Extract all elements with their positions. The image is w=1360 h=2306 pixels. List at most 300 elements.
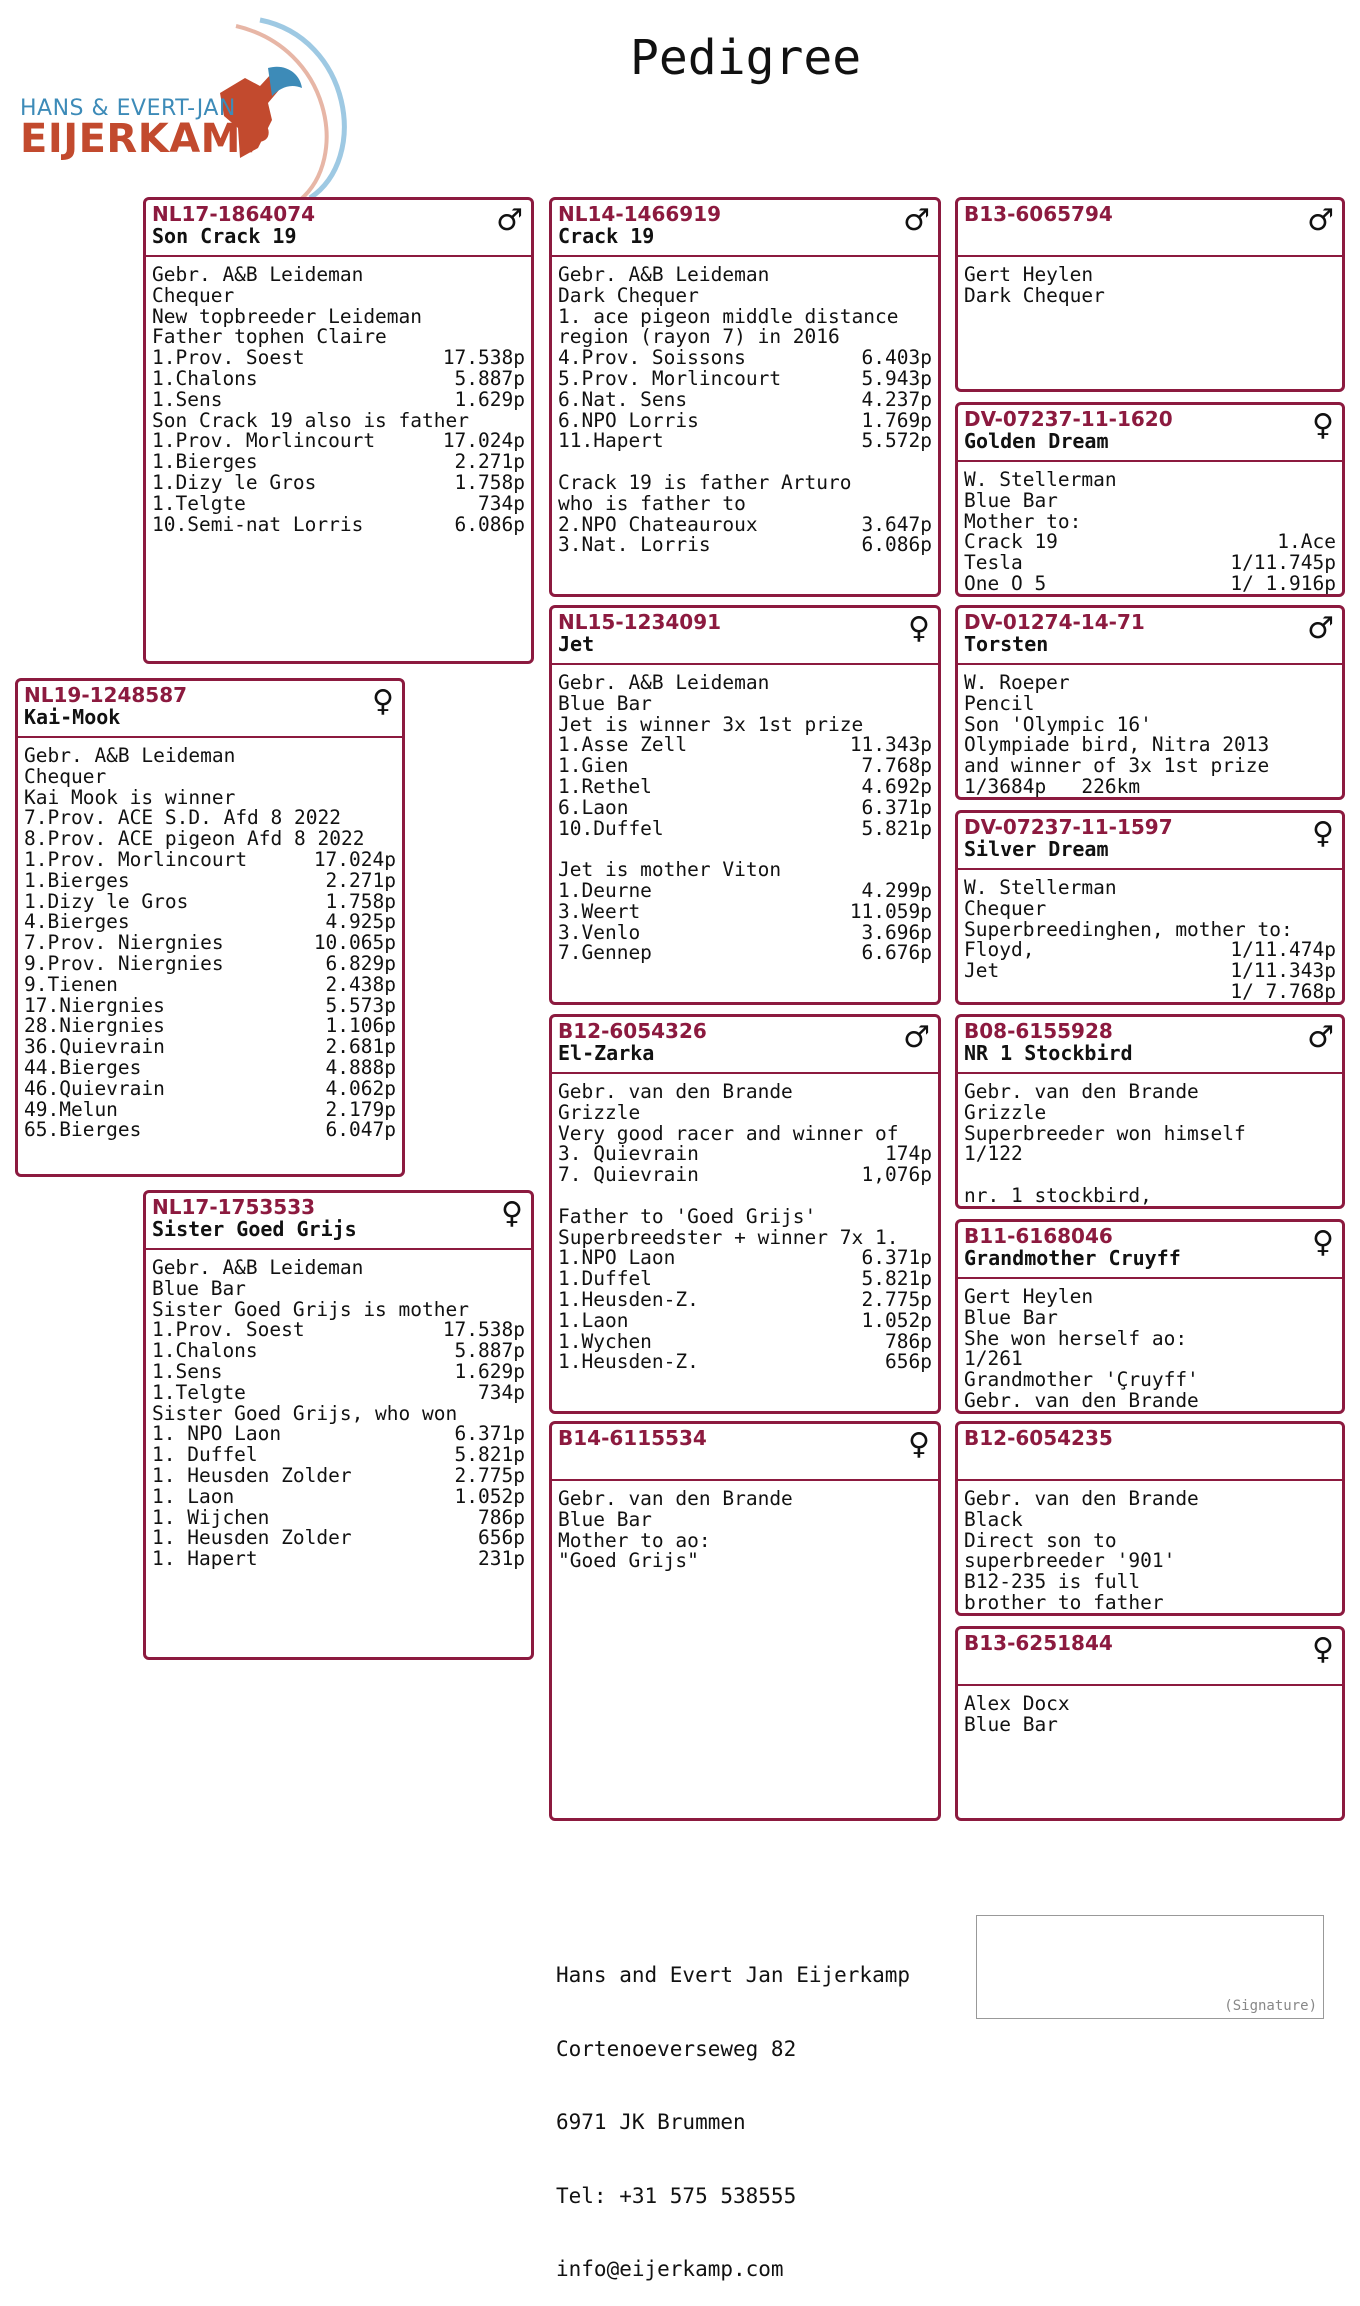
pedigree-card-ancestor — [955, 1014, 1345, 1209]
line-text: Sister Goed Grijs, who won — [152, 1403, 458, 1425]
line-text: 36.Quievrain — [24, 1037, 165, 1058]
card-line — [558, 1489, 932, 1510]
ring-number: B11-6168046 — [964, 1224, 1113, 1248]
card-body — [552, 1074, 938, 1373]
card-line — [558, 473, 932, 494]
line-text: Very good racer and winner of — [558, 1123, 899, 1145]
line-text: Blue Bar — [152, 1278, 246, 1300]
card-line — [558, 452, 932, 473]
card-line — [964, 1349, 1336, 1370]
card-line — [558, 715, 932, 736]
line-text: Crack 19 — [964, 532, 1058, 554]
card-line — [558, 819, 932, 840]
pedigree-card-ancestor — [955, 810, 1345, 1005]
prize-count: 1.758p — [325, 891, 396, 913]
card-line — [964, 1103, 1336, 1124]
card-line — [152, 1549, 525, 1570]
card-line — [558, 777, 932, 798]
card-header — [958, 405, 1342, 462]
prize-count: 2.775p — [861, 1289, 932, 1311]
card-line — [558, 286, 932, 307]
card-header — [552, 200, 938, 257]
card-line — [964, 1551, 1336, 1572]
pedigree-card-ancestor — [955, 402, 1345, 597]
card-line — [152, 1320, 525, 1341]
card-line — [964, 1287, 1336, 1308]
pigeon-name: Torsten — [964, 632, 1049, 656]
pedigree-card-subject — [143, 197, 534, 664]
prize-count: 1/11.474p — [1230, 940, 1336, 962]
card-line — [964, 470, 1336, 491]
ring-number: B12-6054235 — [964, 1426, 1113, 1450]
card-line — [558, 411, 932, 432]
line-text: New topbreeder Leideman — [152, 306, 423, 328]
card-line — [964, 1186, 1336, 1207]
card-line — [152, 348, 525, 369]
prize-count: 734p — [478, 1382, 525, 1404]
footer-line: Tel: +31 575 538555 — [556, 2183, 797, 2208]
card-line — [558, 431, 932, 452]
card-body — [146, 257, 531, 535]
line-text: Chequer — [152, 285, 235, 307]
card-line — [24, 871, 396, 892]
line-text: Floyd, — [964, 940, 1035, 962]
line-text: 1.Telgte — [152, 1382, 246, 1404]
line-text: 1.Laon — [558, 1310, 629, 1332]
card-line — [558, 1332, 932, 1353]
card-line — [964, 1489, 1336, 1510]
line-text: 6.NPO Lorris — [558, 410, 699, 432]
card-line — [558, 860, 932, 881]
line-text: superbreeder '901' — [964, 1551, 1176, 1573]
prize-count: 5.821p — [861, 818, 932, 840]
card-line — [558, 1248, 932, 1269]
card-line — [558, 943, 932, 964]
line-text: Gebr. van den Brande — [964, 1390, 1199, 1412]
prize-count: 734p — [478, 493, 525, 515]
card-line — [558, 1551, 932, 1572]
card-line — [964, 1572, 1336, 1593]
pigeon-name: El-Zarka — [558, 1041, 655, 1065]
line-text: 5.Prov. Morlincourt — [558, 368, 782, 390]
card-line — [558, 1165, 932, 1186]
card-line — [558, 307, 932, 328]
prize-count: 5.821p — [454, 1445, 525, 1466]
female-sex-icon: ♀ — [908, 1427, 930, 1462]
ring-number: DV-07237-11-1620 — [964, 407, 1173, 431]
male-sex-icon: ♂ — [903, 1020, 930, 1055]
card-line — [558, 327, 932, 348]
line-text: Son 'Olympic 16' — [964, 714, 1152, 736]
line-text: Father to 'Goed Grijs' — [558, 1206, 817, 1228]
card-line — [964, 777, 1336, 798]
card-body — [958, 1686, 1342, 1736]
card-line — [964, 694, 1336, 715]
line-text: One O 5 — [964, 573, 1047, 595]
card-line — [152, 1404, 525, 1425]
line-text: 3.Venlo — [558, 922, 641, 944]
card-line — [152, 1362, 525, 1383]
card-line — [964, 532, 1336, 553]
ring-number: NL15-1234091 — [558, 610, 722, 634]
card-body — [958, 1279, 1342, 1412]
line-text: 1.Gien — [558, 756, 629, 777]
line-text: Direct son to — [964, 1530, 1117, 1552]
line-text: Gebr. van den Brande — [558, 1489, 793, 1510]
prize-count: 6.047p — [325, 1120, 396, 1142]
line-text: 11.Hapert — [558, 431, 664, 453]
card-line — [152, 411, 525, 432]
card-header — [958, 813, 1342, 870]
line-text: 6.Laon — [558, 797, 629, 819]
card-line — [152, 1508, 525, 1529]
line-text: 1/261 — [964, 1349, 1023, 1371]
card-line — [24, 788, 396, 809]
line-text: She won herself ao: — [964, 1328, 1188, 1350]
line-text: Tesla — [964, 553, 1023, 574]
card-header — [146, 200, 531, 257]
card-header — [958, 608, 1342, 665]
line-text: 1.Heusden-Z. — [558, 1289, 699, 1311]
line-text: Blue Bar — [964, 1714, 1058, 1736]
line-text: 1.Prov. Morlincourt — [152, 431, 376, 453]
card-header — [958, 1017, 1342, 1074]
line-text: 7.Prov. Niergnies — [24, 933, 224, 954]
card-line — [964, 1124, 1336, 1145]
female-sex-icon: ♀ — [1312, 816, 1334, 851]
card-line — [964, 286, 1336, 307]
prize-count: 656p — [478, 1528, 525, 1550]
card-line — [24, 1100, 396, 1121]
card-body — [958, 462, 1342, 595]
card-line — [964, 512, 1336, 533]
card-line — [24, 912, 396, 933]
line-text: 10.Duffel — [558, 818, 664, 840]
line-text: nr. 1 stockbird, — [964, 1185, 1152, 1207]
card-line — [558, 1352, 932, 1373]
card-line — [964, 1531, 1336, 1552]
pedigree-card-ancestor — [955, 1626, 1345, 1821]
card-line — [558, 1082, 932, 1103]
prize-count: 786p — [478, 1507, 525, 1529]
line-text: who is father to — [558, 493, 746, 515]
card-header — [552, 1424, 938, 1481]
card-line — [558, 1186, 932, 1207]
card-header — [958, 200, 1342, 257]
card-line — [152, 369, 525, 390]
prize-count: 10.065p — [313, 933, 396, 954]
line-text: B12-235 is full — [964, 1572, 1141, 1593]
line-text: 3. Quievrain — [558, 1144, 699, 1166]
page-title: Pedigree — [630, 30, 862, 86]
card-line — [964, 961, 1336, 982]
line-text: Blue Bar — [964, 490, 1058, 512]
card-line — [152, 286, 525, 307]
card-header — [958, 1222, 1342, 1279]
card-line — [558, 265, 932, 286]
card-line — [152, 1258, 525, 1279]
male-sex-icon: ♂ — [903, 203, 930, 238]
prize-count: 5.573p — [325, 995, 396, 1017]
card-line — [558, 1207, 932, 1228]
line-text: Blue Bar — [558, 693, 652, 715]
line-text: 10.Semi-nat Lorris — [152, 514, 364, 536]
prize-count: 1.629p — [454, 389, 525, 411]
prize-count: 5.887p — [454, 1341, 525, 1362]
line-text: 1.Heusden-Z. — [558, 1352, 699, 1374]
card-line — [24, 954, 396, 975]
prize-count: 3.647p — [861, 514, 932, 536]
card-line — [964, 1510, 1336, 1531]
card-line — [152, 1341, 525, 1362]
footer-line: info@eijerkamp.com — [556, 2257, 784, 2281]
male-sex-icon: ♂ — [496, 203, 523, 238]
prize-count: 17.538p — [442, 348, 525, 369]
card-line — [24, 829, 396, 850]
card-line — [24, 975, 396, 996]
line-text: Gebr. A&B Leideman — [24, 746, 236, 767]
card-body — [958, 1481, 1342, 1614]
card-line — [24, 933, 396, 954]
line-text: Mother to ao: — [558, 1530, 711, 1552]
card-line — [558, 673, 932, 694]
line-text: Gert Heylen — [964, 1287, 1094, 1308]
line-text: 1.Prov. Soest — [152, 1320, 305, 1342]
card-line — [964, 982, 1336, 1003]
pigeon-name: Golden Dream — [964, 429, 1109, 453]
line-text: W. Stellerman — [964, 470, 1117, 491]
prize-count: 231p — [478, 1549, 525, 1570]
line-text: Jet — [964, 961, 1000, 982]
line-text: Gebr. A&B Leideman — [152, 1258, 364, 1279]
card-line — [24, 1016, 396, 1037]
line-text: 1. ace pigeon middle distance — [558, 306, 899, 328]
card-line — [152, 1424, 525, 1445]
prize-count: 1.Ace — [1277, 532, 1336, 554]
pigeon-name: NR 1 Stockbird — [964, 1041, 1133, 1065]
prize-count: 2.438p — [325, 974, 396, 996]
card-line — [152, 1466, 525, 1487]
pedigree-card-ancestor — [955, 197, 1345, 392]
pedigree-card-grandparent — [549, 1014, 941, 1414]
prize-count: 174p — [885, 1144, 932, 1166]
card-line — [558, 1124, 932, 1145]
card-line — [558, 1269, 932, 1290]
card-line — [964, 1308, 1336, 1329]
card-line — [558, 839, 932, 860]
prize-count: 6.829p — [325, 953, 396, 975]
line-text: 1.Deurne — [558, 880, 652, 902]
pedigree-card-ancestor — [955, 605, 1345, 800]
prize-count: 2.179p — [325, 1099, 396, 1121]
line-text: 1.Duffel — [558, 1269, 652, 1290]
prize-count: 6.403p — [861, 348, 932, 369]
card-line — [558, 1510, 932, 1531]
ring-number: NL17-1753533 — [152, 1195, 316, 1219]
line-text: Jet is winner 3x 1st prize — [558, 714, 864, 736]
card-body — [146, 1250, 531, 1570]
card-header — [958, 1424, 1342, 1481]
pedigree-card-father — [549, 197, 941, 597]
card-line — [24, 746, 396, 767]
prize-count: 17.538p — [442, 1320, 525, 1342]
line-text: Superbreedinghen, mother to: — [964, 919, 1293, 941]
card-line — [558, 1311, 932, 1332]
card-line — [964, 940, 1336, 961]
female-sex-icon: ♀ — [1312, 1225, 1334, 1260]
card-line — [964, 1329, 1336, 1350]
line-text: 1. Wijchen — [152, 1507, 270, 1529]
prize-count: 4.237p — [861, 389, 932, 411]
card-line — [152, 1487, 525, 1508]
line-text: Jet is mother Viton — [558, 860, 782, 881]
line-text: Black — [964, 1509, 1023, 1531]
line-text: 44.Bierges — [24, 1057, 142, 1079]
line-text: 1. NPO Laon — [152, 1424, 282, 1446]
card-line — [558, 902, 932, 923]
line-text: 1. Laon — [152, 1486, 235, 1508]
line-text: 1.Sens — [152, 389, 223, 411]
card-line — [964, 756, 1336, 777]
prize-count: 1/ 1.916p — [1230, 573, 1336, 595]
line-text: 4.Prov. Soissons — [558, 348, 746, 369]
card-line — [964, 553, 1336, 574]
prize-count: 11.059p — [849, 901, 932, 923]
line-text: Grandmother 'Çruyff' — [964, 1370, 1199, 1391]
line-text: Superbreeder won himself — [964, 1123, 1246, 1145]
line-text: 1.Prov. Morlincourt — [24, 849, 248, 871]
prize-count: 2.271p — [454, 452, 525, 473]
line-text: 4.Bierges — [24, 912, 130, 934]
card-body — [552, 665, 938, 964]
prize-count: 6.086p — [454, 514, 525, 536]
pedigree-card-subject — [15, 678, 405, 1177]
line-text: 46.Quievrain — [24, 1078, 165, 1100]
card-line — [964, 1144, 1336, 1165]
ring-number: B13-6065794 — [964, 202, 1113, 226]
line-text: 1. Duffel — [152, 1445, 258, 1466]
pedigree-card-subject — [143, 1190, 534, 1660]
prize-count: 1.106p — [325, 1016, 396, 1038]
prize-count: 1.629p — [454, 1361, 525, 1383]
line-text: Alex Docx — [964, 1694, 1070, 1715]
card-body — [552, 257, 938, 556]
card-line — [558, 494, 932, 515]
line-text: Grizzle — [964, 1102, 1047, 1124]
line-text: 1.Rethel — [558, 776, 652, 798]
prize-count: 2.681p — [325, 1037, 396, 1058]
line-text: Gebr. A&B Leideman — [558, 265, 770, 286]
card-line — [24, 808, 396, 829]
card-line — [152, 452, 525, 473]
ring-number: NL17-1864074 — [152, 202, 316, 226]
line-text: Dark Chequer — [558, 285, 699, 307]
card-header — [958, 1629, 1342, 1686]
line-text: 1.Telgte — [152, 493, 246, 515]
line-text: 1/122 — [964, 1144, 1023, 1166]
line-text: region (rayon 7) in 2016 — [558, 327, 840, 349]
card-line — [152, 265, 525, 286]
card-line — [964, 878, 1336, 899]
line-text: 1.NPO Laon — [558, 1248, 676, 1270]
pigeon-name: Son Crack 19 — [152, 224, 297, 248]
ring-number: B14-6115534 — [558, 1426, 707, 1450]
card-line — [964, 715, 1336, 736]
line-text: Gebr. van den Brande — [964, 1489, 1199, 1510]
female-sex-icon: ♀ — [501, 1196, 523, 1231]
line-text: Gebr. A&B Leideman — [152, 265, 364, 286]
card-line — [964, 1715, 1336, 1736]
footer-line: Cortenoeverseweg 82 — [556, 2036, 797, 2061]
line-text: and winner of 3x 1st prize — [964, 756, 1270, 777]
prize-count: 6.371p — [454, 1424, 525, 1446]
card-line — [152, 473, 525, 494]
line-text: 7.Gennep — [558, 943, 652, 965]
prize-count: 4.888p — [325, 1057, 396, 1079]
line-text: Gebr. van den Brande — [558, 1082, 793, 1103]
card-line — [964, 735, 1336, 756]
card-line — [152, 1528, 525, 1549]
line-text: 65.Bierges — [24, 1120, 142, 1142]
line-text: 1.Chalons — [152, 1341, 258, 1362]
prize-count: 11.343p — [849, 735, 932, 757]
line-text: 2.NPO Chateauroux — [558, 514, 758, 536]
prize-count: 17.024p — [442, 431, 525, 453]
ring-number: B12-6054326 — [558, 1019, 707, 1043]
line-text: 9.Tienen — [24, 974, 118, 996]
card-line — [964, 491, 1336, 512]
prize-count: 3.696p — [861, 922, 932, 944]
card-line — [558, 881, 932, 902]
line-text: 1.Chalons — [152, 368, 258, 390]
prize-count: 5.821p — [861, 1269, 932, 1290]
pedigree-card-ancestor — [955, 1219, 1345, 1414]
card-header — [146, 1193, 531, 1250]
card-line — [558, 756, 932, 777]
line-text: Olympiade bird, Nitra 2013 — [964, 735, 1270, 757]
card-line — [964, 1165, 1336, 1186]
card-line — [964, 1694, 1336, 1715]
card-line — [24, 850, 396, 871]
card-line — [558, 390, 932, 411]
card-header — [18, 681, 402, 738]
line-text: Blue Bar — [558, 1509, 652, 1531]
line-text: 28.Niergnies — [24, 1016, 165, 1038]
ring-number: NL19-1248587 — [24, 683, 188, 707]
card-line — [964, 1082, 1336, 1103]
card-line — [964, 899, 1336, 920]
line-text: "Goed Grijs" — [558, 1551, 699, 1573]
line-text: 1/3684p 226km — [964, 776, 1141, 798]
card-line — [558, 535, 932, 556]
male-sex-icon: ♂ — [1307, 203, 1334, 238]
line-text: Gert Heylen — [964, 265, 1094, 286]
line-text: Grizzle — [558, 1102, 641, 1124]
card-line — [24, 1058, 396, 1079]
card-line — [964, 673, 1336, 694]
card-line — [964, 1370, 1336, 1391]
prize-count: 5.572p — [861, 431, 932, 453]
card-line — [152, 390, 525, 411]
line-text: W. Stellerman — [964, 878, 1117, 899]
line-text: 1.Prov. Soest — [152, 348, 305, 369]
pedigree-card-grandparent — [549, 1421, 941, 1821]
card-line — [558, 923, 932, 944]
prize-count: 1/11.343p — [1230, 961, 1336, 982]
line-text: 1.Bierges — [24, 870, 130, 892]
logo-line1: HANS & EVERT-JAN — [20, 96, 236, 121]
prize-count: 6.371p — [861, 797, 932, 819]
